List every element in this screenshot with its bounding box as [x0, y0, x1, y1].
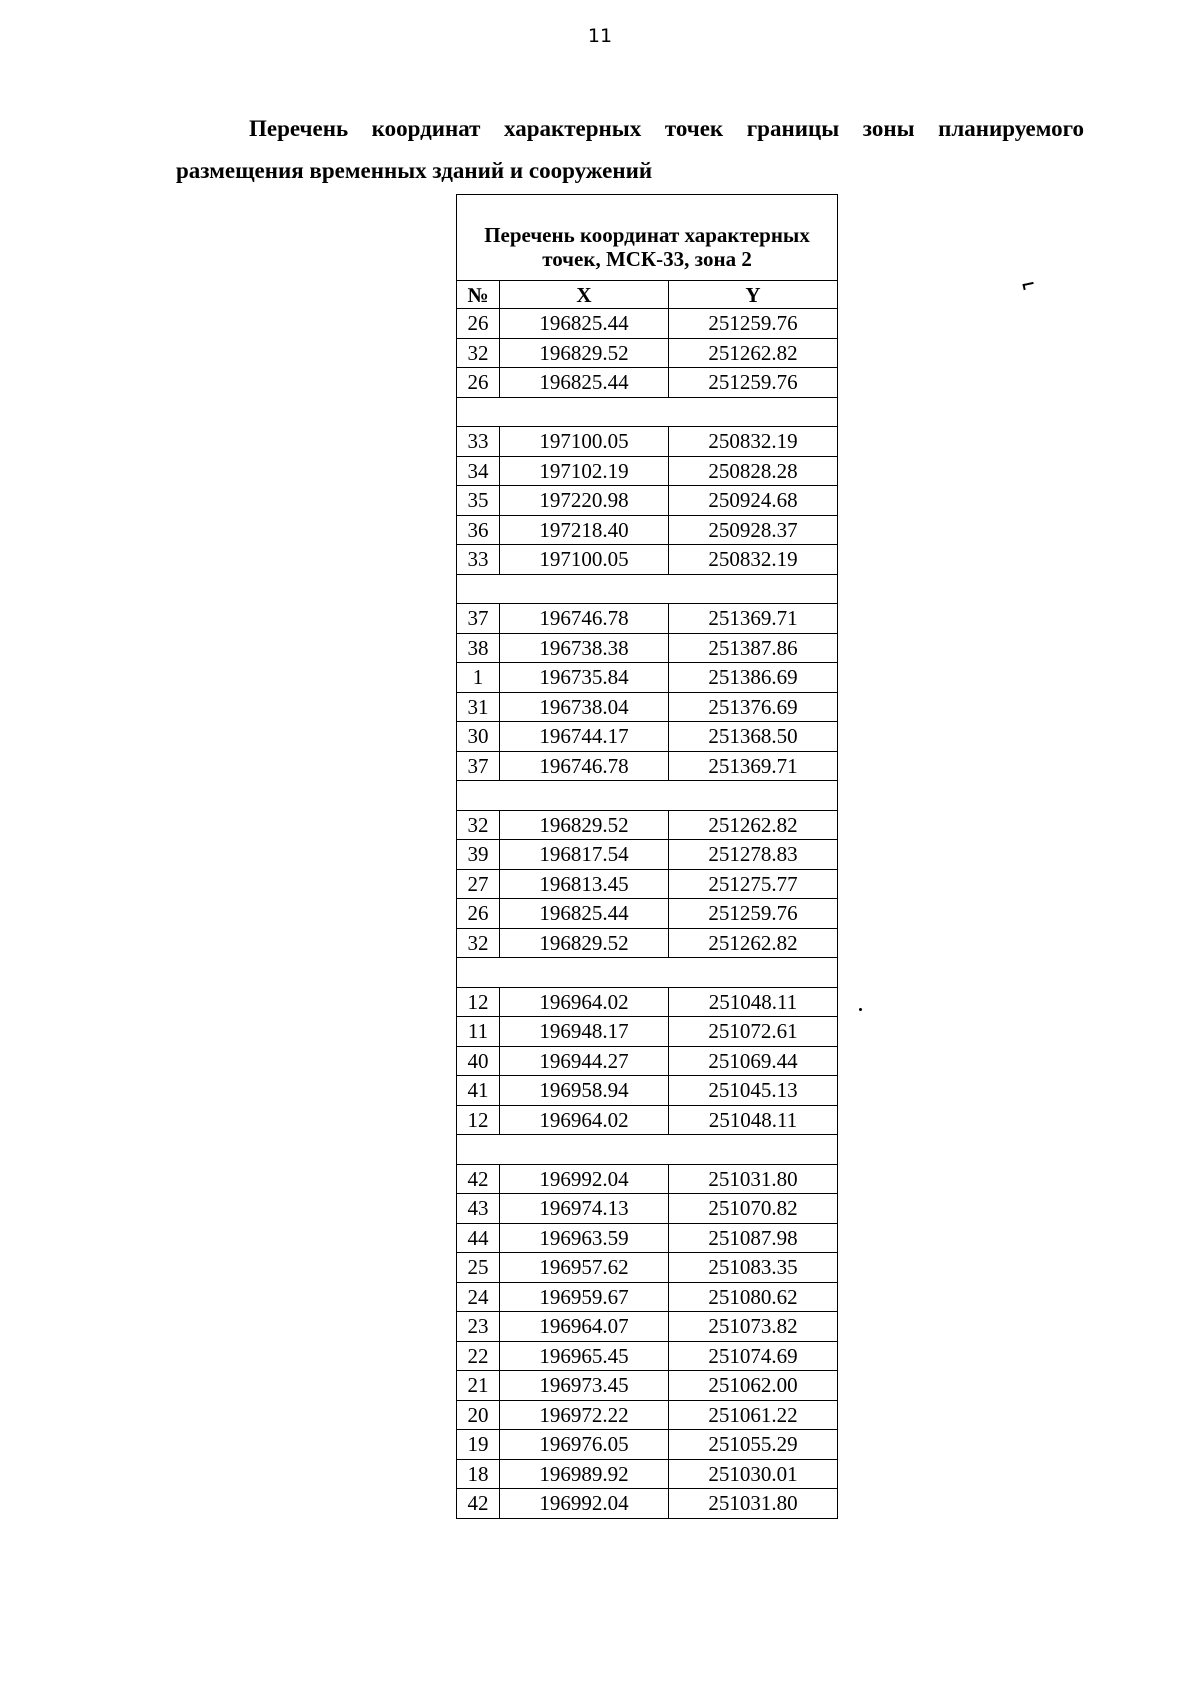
table-row [457, 1312, 838, 1342]
table-header-row [457, 281, 838, 309]
x-value-cell: 196989.92 [500, 1459, 669, 1489]
x-value-cell: 196744.17 [500, 722, 669, 752]
page-number: 11 [587, 25, 613, 47]
x-value-cell: 196813.45 [500, 869, 669, 899]
table-row [457, 899, 838, 929]
group-separator-cell [457, 781, 838, 811]
table-row [457, 515, 838, 545]
x-value-cell: 197220.98 [500, 486, 669, 516]
table-row [457, 1164, 838, 1194]
y-value-cell: 250924.68 [669, 486, 838, 516]
coordinates-table [456, 194, 838, 1519]
x-value-cell: 196738.04 [500, 692, 669, 722]
y-value-cell: 251376.69 [669, 692, 838, 722]
x-value-cell: 196825.44 [500, 899, 669, 929]
document-title-line-1: Перечень координат характерных точек границы зоны планируемого [249, 116, 1084, 141]
x-value-cell: 196992.04 [500, 1489, 669, 1519]
y-value-cell: 251061.22 [669, 1400, 838, 1430]
point-number-cell: 21 [457, 1371, 500, 1401]
table-row [457, 604, 838, 634]
point-number-cell: 31 [457, 692, 500, 722]
column-header-number: № [457, 281, 500, 309]
y-value-cell: 251087.98 [669, 1223, 838, 1253]
x-value-cell: 196964.07 [500, 1312, 669, 1342]
x-value-cell: 196957.62 [500, 1253, 669, 1283]
point-number-cell: 37 [457, 604, 500, 634]
y-value-cell: 250928.37 [669, 515, 838, 545]
y-value-cell: 251048.11 [669, 987, 838, 1017]
point-number-cell: 32 [457, 810, 500, 840]
point-number-cell: 19 [457, 1430, 500, 1460]
table-row [457, 1489, 838, 1519]
x-value-cell: 196959.67 [500, 1282, 669, 1312]
y-value-cell: 251262.82 [669, 928, 838, 958]
table-row [457, 810, 838, 840]
document-title-line-2: размещения временных зданий и сооружений [176, 158, 653, 183]
x-value-cell: 196965.45 [500, 1341, 669, 1371]
point-number-cell: 37 [457, 751, 500, 781]
point-number-cell: 34 [457, 456, 500, 486]
y-value-cell: 251278.83 [669, 840, 838, 870]
y-value-cell: 251262.82 [669, 338, 838, 368]
y-value-cell: 251275.77 [669, 869, 838, 899]
table-row [457, 663, 838, 693]
table-row [457, 928, 838, 958]
point-number-cell: 26 [457, 368, 500, 398]
point-number-cell: 22 [457, 1341, 500, 1371]
point-number-cell: 42 [457, 1489, 500, 1519]
group-separator-row [457, 781, 838, 811]
table-row [457, 1017, 838, 1047]
y-value-cell: 251030.01 [669, 1459, 838, 1489]
group-separator-row [457, 958, 838, 988]
x-value-cell: 197100.05 [500, 427, 669, 457]
table-row [457, 987, 838, 1017]
point-number-cell: 32 [457, 928, 500, 958]
table-row [457, 1282, 838, 1312]
x-value-cell: 196829.52 [500, 928, 669, 958]
y-value-cell: 251055.29 [669, 1430, 838, 1460]
y-value-cell: 251369.71 [669, 604, 838, 634]
y-value-cell: 251031.80 [669, 1489, 838, 1519]
y-value-cell: 251073.82 [669, 1312, 838, 1342]
y-value-cell: 250832.19 [669, 427, 838, 457]
y-value-cell: 251070.82 [669, 1194, 838, 1224]
table-row [457, 427, 838, 457]
y-value-cell: 250828.28 [669, 456, 838, 486]
x-value-cell: 196829.52 [500, 810, 669, 840]
x-value-cell: 196964.02 [500, 1105, 669, 1135]
y-value-cell: 251045.13 [669, 1076, 838, 1106]
point-number-cell: 40 [457, 1046, 500, 1076]
point-number-cell: 25 [457, 1253, 500, 1283]
table-row [457, 1223, 838, 1253]
group-separator-cell [457, 574, 838, 604]
x-value-cell: 196817.54 [500, 840, 669, 870]
point-number-cell: 1 [457, 663, 500, 693]
table-row [457, 1371, 838, 1401]
y-value-cell: 251072.61 [669, 1017, 838, 1047]
table-row [457, 309, 838, 339]
point-number-cell: 26 [457, 899, 500, 929]
x-value-cell: 196825.44 [500, 309, 669, 339]
x-value-cell: 196973.45 [500, 1371, 669, 1401]
table-caption: Перечень координат характерных точек, МСК-33, зона 2 [457, 195, 838, 281]
y-value-cell: 251387.86 [669, 633, 838, 663]
point-number-cell: 41 [457, 1076, 500, 1106]
point-number-cell: 11 [457, 1017, 500, 1047]
table-row [457, 869, 838, 899]
x-value-cell: 196746.78 [500, 751, 669, 781]
table-row [457, 1105, 838, 1135]
y-value-cell: 251074.69 [669, 1341, 838, 1371]
table-row [457, 751, 838, 781]
point-number-cell: 18 [457, 1459, 500, 1489]
x-value-cell: 196974.13 [500, 1194, 669, 1224]
point-number-cell: 20 [457, 1400, 500, 1430]
table-row [457, 1341, 838, 1371]
y-value-cell: 251048.11 [669, 1105, 838, 1135]
point-number-cell: 24 [457, 1282, 500, 1312]
point-number-cell: 26 [457, 309, 500, 339]
x-value-cell: 196976.05 [500, 1430, 669, 1460]
y-value-cell: 251031.80 [669, 1164, 838, 1194]
table-row [457, 486, 838, 516]
x-value-cell: 196829.52 [500, 338, 669, 368]
point-number-cell: 12 [457, 987, 500, 1017]
x-value-cell: 196735.84 [500, 663, 669, 693]
column-header-y: Y [669, 281, 838, 309]
y-value-cell: 251080.62 [669, 1282, 838, 1312]
point-number-cell: 44 [457, 1223, 500, 1253]
group-separator-row [457, 1135, 838, 1165]
group-separator-row [457, 574, 838, 604]
point-number-cell: 43 [457, 1194, 500, 1224]
y-value-cell: 251386.69 [669, 663, 838, 693]
table-row [457, 456, 838, 486]
table-row [457, 692, 838, 722]
x-value-cell: 197100.05 [500, 545, 669, 575]
point-number-cell: 12 [457, 1105, 500, 1135]
table-row [457, 368, 838, 398]
x-value-cell: 196948.17 [500, 1017, 669, 1047]
y-value-cell: 251259.76 [669, 899, 838, 929]
point-number-cell: 35 [457, 486, 500, 516]
group-separator-row [457, 397, 838, 427]
document-title [176, 108, 1084, 192]
y-value-cell: 250832.19 [669, 545, 838, 575]
point-number-cell: 33 [457, 427, 500, 457]
y-value-cell: 251259.76 [669, 309, 838, 339]
x-value-cell: 196992.04 [500, 1164, 669, 1194]
table-row [457, 545, 838, 575]
table-row [457, 633, 838, 663]
table-row [457, 1194, 838, 1224]
y-value-cell: 251369.71 [669, 751, 838, 781]
y-value-cell: 251262.82 [669, 810, 838, 840]
x-value-cell: 196958.94 [500, 1076, 669, 1106]
column-header-x: X [500, 281, 669, 309]
group-separator-cell [457, 958, 838, 988]
y-value-cell: 251259.76 [669, 368, 838, 398]
point-number-cell: 38 [457, 633, 500, 663]
table-row [457, 1076, 838, 1106]
group-separator-cell [457, 1135, 838, 1165]
x-value-cell: 196972.22 [500, 1400, 669, 1430]
table-row [457, 1400, 838, 1430]
table-row [457, 1046, 838, 1076]
stray-mark [1022, 282, 1034, 290]
x-value-cell: 196964.02 [500, 987, 669, 1017]
point-number-cell: 23 [457, 1312, 500, 1342]
y-value-cell: 251062.00 [669, 1371, 838, 1401]
table-row [457, 840, 838, 870]
point-number-cell: 27 [457, 869, 500, 899]
x-value-cell: 196746.78 [500, 604, 669, 634]
x-value-cell: 196825.44 [500, 368, 669, 398]
point-number-cell: 36 [457, 515, 500, 545]
point-number-cell: 30 [457, 722, 500, 752]
y-value-cell: 251368.50 [669, 722, 838, 752]
x-value-cell: 197102.19 [500, 456, 669, 486]
y-value-cell: 251069.44 [669, 1046, 838, 1076]
table-row [457, 1430, 838, 1460]
point-number-cell: 32 [457, 338, 500, 368]
x-value-cell: 196738.38 [500, 633, 669, 663]
x-value-cell: 197218.40 [500, 515, 669, 545]
table-row [457, 338, 838, 368]
stray-dot [859, 1008, 862, 1011]
group-separator-cell [457, 397, 838, 427]
table-row [457, 1253, 838, 1283]
table-row [457, 1459, 838, 1489]
point-number-cell: 39 [457, 840, 500, 870]
x-value-cell: 196963.59 [500, 1223, 669, 1253]
table-row [457, 722, 838, 752]
table-body [457, 309, 838, 1519]
point-number-cell: 42 [457, 1164, 500, 1194]
x-value-cell: 196944.27 [500, 1046, 669, 1076]
y-value-cell: 251083.35 [669, 1253, 838, 1283]
point-number-cell: 33 [457, 545, 500, 575]
